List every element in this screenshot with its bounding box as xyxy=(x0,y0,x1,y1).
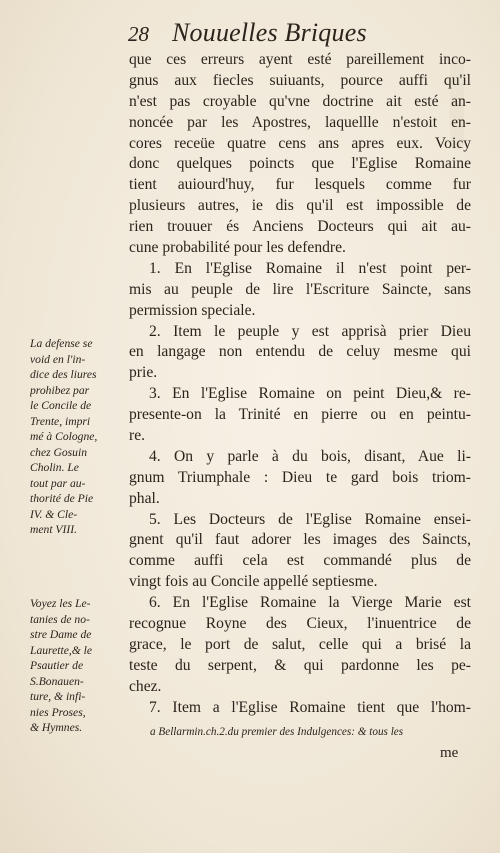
item-4-line: 4. On y parle à du bois, disant, Aue li- xyxy=(149,447,471,465)
text-line: rien trouuer és Anciens Docteurs qui ait au- xyxy=(129,218,471,236)
margin-line: ment VIII. xyxy=(30,523,77,536)
text-line: prie. xyxy=(129,364,158,382)
text-line: grace, le port de salut, celle qui a brisé la xyxy=(129,635,471,653)
text-line: gnus aux fiecles suiuants, pource auffi qu'il xyxy=(129,71,471,89)
text-line: tient auiourd'huy, fur lesquels comme fur xyxy=(129,176,471,194)
margin-line: thorité de Pie xyxy=(30,492,94,505)
text-line: chez. xyxy=(129,677,162,695)
text-line: que ces erreurs ayent esté pareillement inco- xyxy=(129,51,471,68)
margin-line: tanies de no- xyxy=(30,612,90,626)
text-line: comme auffi cela est commandé plus de xyxy=(129,552,471,570)
margin-line: Laurette,& le xyxy=(30,643,93,657)
margin-line: prohibez par xyxy=(30,383,90,397)
margin-line: & Hymnes. xyxy=(30,721,83,734)
item-2-line: 2. Item le peuple y est apprisà prier Dieu xyxy=(149,322,471,340)
footnote: a Bellarmin.ch.2.du premier des Indulgences: & tous les xyxy=(150,726,404,738)
running-head xyxy=(126,14,466,50)
marginal-note-index xyxy=(30,336,125,538)
margin-line: dice des liures xyxy=(30,368,97,381)
margin-line: IV. & Cle- xyxy=(30,507,78,521)
text-line: mis au peuple de lire l'Escriture Saincte, sans xyxy=(129,280,471,298)
text-line: cores receüe quatre cens ans apres eux. Voicy xyxy=(129,134,471,152)
catchword: me xyxy=(440,745,459,761)
item-5-line: 5. Les Docteurs de l'Eglise Romaine ensei- xyxy=(149,510,471,528)
text-line: gnum Triumphale : Dieu te gard bois triom- xyxy=(129,468,471,486)
text-line: gnent qu'il faut adorer les images des Saincts, xyxy=(129,531,471,549)
running-title: Nouuelles Briques xyxy=(172,18,367,47)
text-line: cune probabilité pour les defendre. xyxy=(129,239,346,257)
item-3-line: 3. En l'Eglise Romaine on peint Dieu,& re- xyxy=(149,385,471,403)
margin-line: Cholin. Le xyxy=(30,461,79,474)
page-number: 28 xyxy=(128,22,149,46)
text-line: teste du serpent, & qui pardonne les pe- xyxy=(129,656,471,674)
text-line: permission speciale. xyxy=(129,301,256,319)
margin-line: le Concile de xyxy=(30,399,92,412)
margin-line: ture, & infi- xyxy=(30,690,86,703)
text-line: n'est pas croyable qu'vne doctrine ait esté an- xyxy=(129,92,471,110)
margin-line: nies Proses, xyxy=(30,705,86,719)
margin-line: mé à Cologne, xyxy=(30,430,98,443)
margin-line: chez Gosuin xyxy=(30,445,87,459)
margin-line: La defense se xyxy=(30,337,93,350)
text-line: presente-on la Trinité en pierre ou en peintu- xyxy=(129,406,471,424)
item-7-line: 7. Item a l'Eglise Romaine tient que l'hom- xyxy=(149,698,471,716)
text-line: phal. xyxy=(129,489,160,507)
margin-line: Trente, impri xyxy=(30,414,91,428)
text-line: en langage non entendu de celuy mesme qui xyxy=(129,343,471,361)
margin-line: Voyez les Le- xyxy=(30,597,91,610)
margin-line: tout par au- xyxy=(30,476,86,490)
margin-line: void en l'in- xyxy=(30,352,86,366)
marginal-note-litanies xyxy=(30,596,125,736)
item-1-line: 1. En l'Eglise Romaine il n'est point per- xyxy=(149,259,471,277)
text-line: plusieurs autres, ie dis qu'il est impossible de xyxy=(129,197,471,215)
margin-line: stre Dame de xyxy=(30,628,92,641)
margin-line: Psautier de xyxy=(30,659,84,672)
text-line: vingt fois au Concile appellé septiesme. xyxy=(129,573,378,591)
text-line: donc quelques poincts que l'Eglise Romaine xyxy=(129,155,471,173)
text-line: recognue Royne des Cieux, l'inuentrice de xyxy=(129,615,471,633)
margin-line: S.Bonauen- xyxy=(30,674,84,688)
item-6-line: 6. En l'Eglise Romaine la Vierge Marie est xyxy=(149,594,471,612)
text-line: noncée par les Apostres, laquellle n'estoit en- xyxy=(129,113,471,131)
text-line: re. xyxy=(129,427,146,445)
main-text xyxy=(129,50,471,719)
